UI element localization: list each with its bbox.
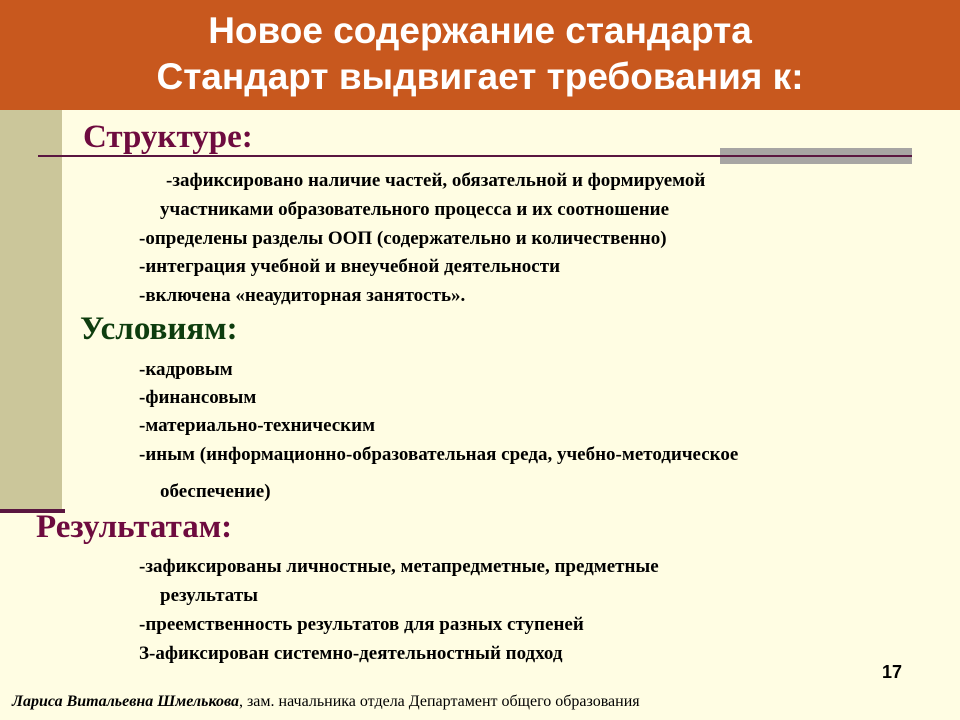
slide-header — [0, 0, 960, 110]
decorative-underline-right — [720, 155, 912, 157]
heading-results: Результатам: — [36, 509, 233, 545]
conditions-item: -финансовым — [139, 387, 257, 408]
slide-title-line-2: Стандарт выдвигает требования к: — [156, 56, 804, 97]
structure-item: -включена «неаудиторная занятость». — [139, 285, 466, 306]
structure-item: -интеграция учебной и внеучебной деятельности — [139, 256, 561, 277]
footer-author: Лариса Витальевна Шмелькова — [12, 693, 239, 710]
structure-item: -определены разделы ООП (содержательно и количественно) — [139, 228, 667, 249]
slide-title-line-1: Новое содержание стандарта — [208, 10, 752, 51]
structure-item: -зафиксировано наличие частей, обязательной и формируемой — [166, 170, 706, 191]
results-item: -зафиксированы личностные, метапредметные, предметные — [139, 556, 659, 577]
conditions-item: -кадровым — [139, 359, 233, 380]
footer-credit — [12, 693, 640, 711]
conditions-item: -материально-техническим — [139, 415, 376, 436]
slide-number: 17 — [882, 662, 903, 682]
heading-structure: Структуре: — [83, 119, 253, 155]
conditions-item: -иным (информационно-образовательная среда, учебно-методическое — [139, 444, 739, 465]
heading-conditions: Условиям: — [80, 311, 238, 347]
results-item: -преемственность результатов для разных ступеней — [139, 614, 584, 635]
results-item: результаты — [160, 585, 258, 606]
decorative-side-bar — [0, 110, 62, 513]
footer-position: , зам. начальника отдела Департамент общего образования — [238, 693, 640, 710]
conditions-item: обеспечение) — [160, 481, 271, 502]
results-item: З-афиксирован системно-деятельностный подход — [139, 643, 563, 664]
structure-item: участниками образовательного процесса и их соотношение — [160, 199, 670, 220]
